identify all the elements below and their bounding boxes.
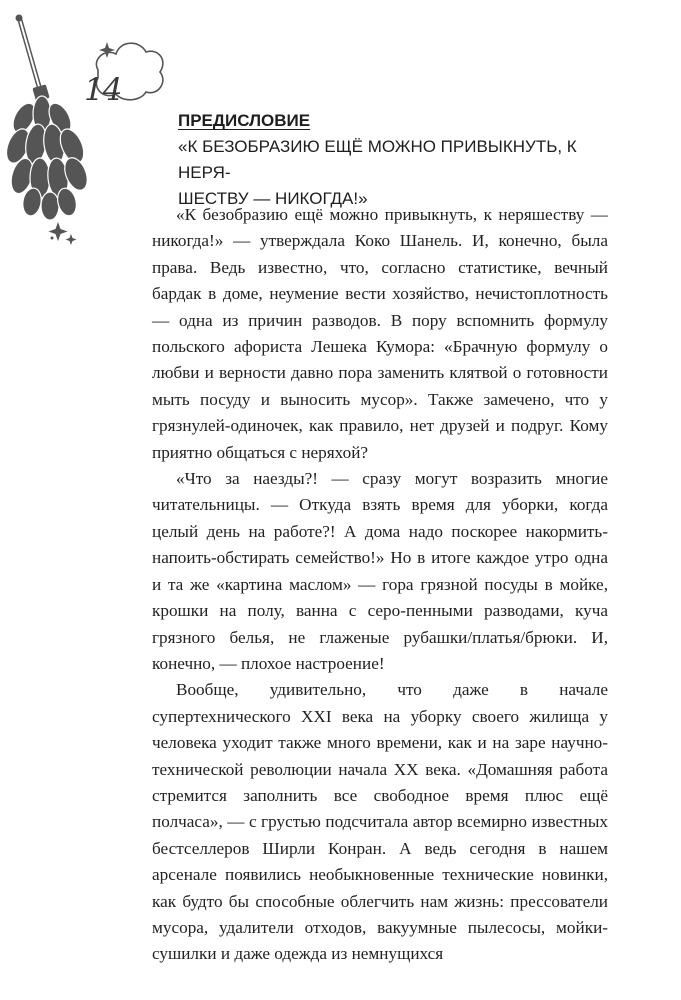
sparkle-icon: [49, 222, 77, 245]
section-title: ПРЕДИСЛОВИЕ: [178, 111, 311, 130]
page-number: 14: [84, 72, 122, 108]
duster-handle-icon: [16, 15, 50, 102]
duster-feathers-icon: [2, 96, 92, 220]
paragraph: «Что за наезды?! — сразу могут возразить многие читательницы. — Откуда взять время для уборки, когда целый день на работе?! А дома надо поскорее накормить-напоить-обстирать семейство!» Но в итоге каждое утро одна и та же «картина маслом» — гора грязной посуды в мойке, крошки на полу, ванна с серо-пенными разводами, куча грязного белья, не глаженые рубашки/платья/брюки. И, конечно, — плохое настроение!: [152, 469, 608, 673]
paragraph: «К безобразию ещё можно привыкнуть, к неряшеству — никогда!» — утверждала Коко Шанель. И, конечно, была права. Ведь известно, что, согласно статистике, вечный бардак в доме, неумение вести хозяйство, нечистоплотность — одна из причин разводов. В пору вспомнить формулу польского афориста Лешека Кумора: «Брачную формулу о любви и верности давно пора заменить клятвой о готовности мыть посуду и выносить мусор». Также замечено, что у грязнулей-одиночек, как правило, нет друзей и подруг. Кому приятно общаться с неряхой?: [152, 205, 608, 462]
section-subtitle-line-1: «К БЕЗОБРАЗИЮ ЕЩЁ МОЖНО ПРИВЫКНУТЬ, К НЕРЯ-: [178, 137, 577, 182]
section-subtitle-line-2: ШЕСТВУ — НИКОГДА!»: [178, 189, 368, 208]
body-text: [152, 202, 608, 968]
section-heading: [178, 108, 618, 212]
paragraph: Вообще, удивительно, что даже в начале супертехнического XXI века на уборку своего жилища у человека уходит также много времени, как и на заре научно-технической революции начала XX века. «Домашняя работа стремится заполнить все свободное время плюс ещё полчаса», — с грустью подсчитала автор всемирно известных бестселлеров Ширли Конран. А ведь сегодня в нашем арсенале появились необыкновенные технические новинки, как будто бы способные облегчить нам жизнь: прессователи мусора, удалители отходов, вакуумные пылесосы, мойки-сушилки и даже одежда из немнущихся: [152, 680, 608, 964]
